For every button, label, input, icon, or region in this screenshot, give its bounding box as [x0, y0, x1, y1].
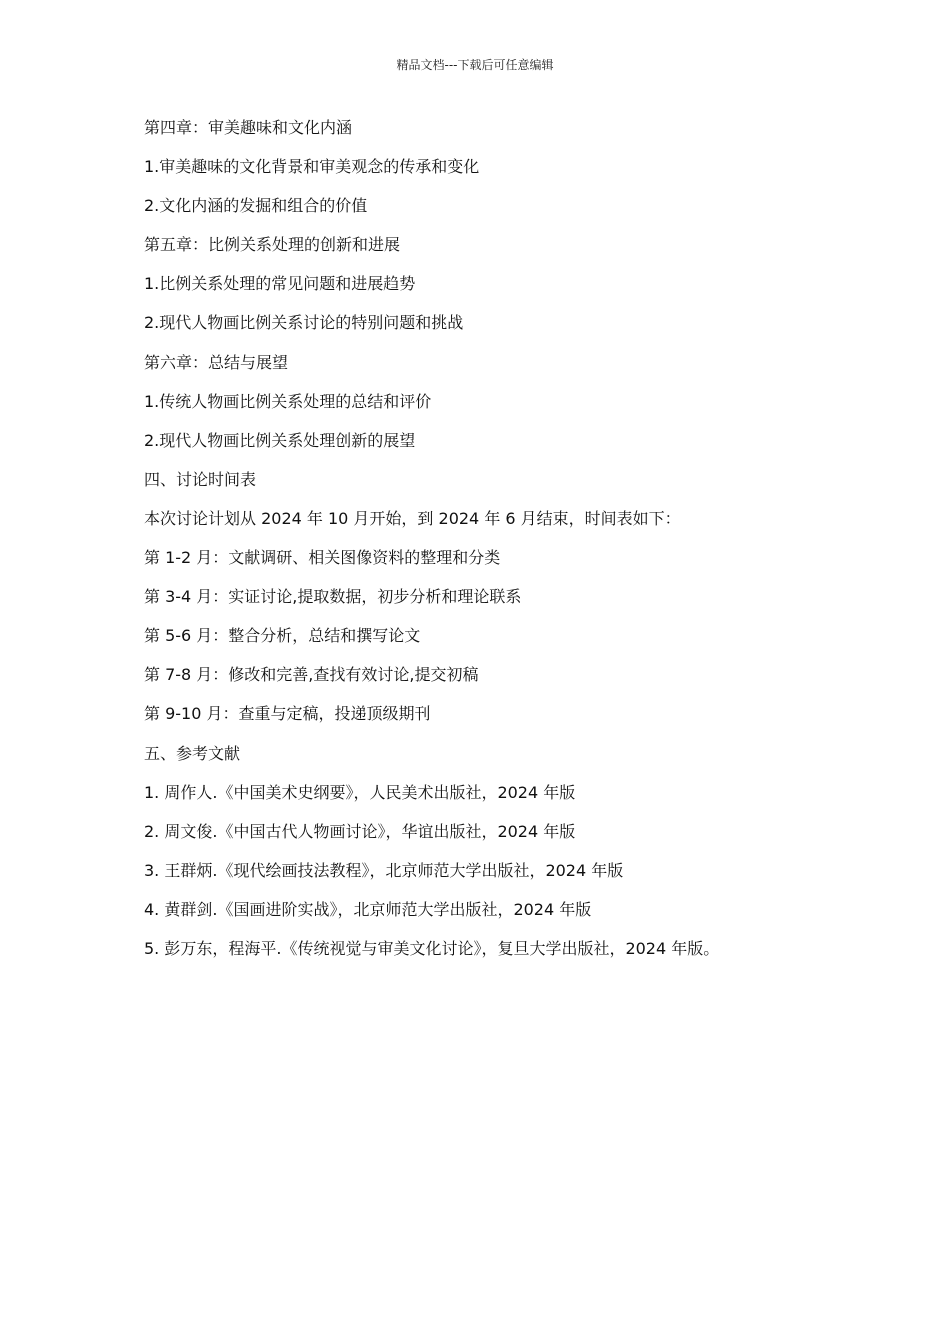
chapter-5-item-2: 2.现代人物画比例关系讨论的特别问题和挑战: [144, 313, 464, 333]
schedule-intro: 本次讨论计划从 2024 年 10 月开始，到 2024 年 6 月结束，时间表如下：: [144, 508, 681, 528]
reference-item-3: 3. 王群炳.《现代绘画技法教程》，北京师范大学出版社，2024 年版: [144, 860, 624, 880]
reference-item-4: 4. 黄群剑.《国画进阶实战》，北京师范大学出版社，2024 年版: [144, 899, 592, 919]
schedule-item-2: 第 3-4 月：实证讨论,提取数据，初步分析和理论联系: [144, 587, 522, 607]
chapter-4-heading: 第四章：审美趣味和文化内涵: [144, 118, 353, 137]
schedule-heading: 四、讨论时间表: [144, 469, 257, 489]
chapter-4-item-1: 1.审美趣味的文化背景和审美观念的传承和变化: [144, 157, 480, 177]
page-header: 精品文档---下载后可任意编辑: [396, 58, 554, 72]
chapter-4-item-2: 2.文化内涵的发掘和组合的价值: [144, 196, 368, 216]
references-heading: 五、参考文献: [144, 743, 241, 763]
reference-item-1: 1. 周作人.《中国美术史纲要》，人民美术出版社，2024 年版: [144, 782, 576, 802]
document-body: [144, 116, 844, 976]
chapter-6-item-2: 2.现代人物画比例关系处理创新的展望: [144, 430, 416, 450]
chapter-5-item-1: 1.比例关系处理的常见问题和进展趋势: [144, 274, 416, 294]
reference-item-2: 2. 周文俊.《中国古代人物画讨论》，华谊出版社，2024 年版: [144, 821, 576, 841]
schedule-item-4: 第 7-8 月：修改和完善,查找有效讨论,提交初稿: [144, 665, 479, 685]
chapter-6-heading: 第六章：总结与展望: [144, 352, 289, 372]
schedule-item-1: 第 1-2 月：文献调研、相关图像资料的整理和分类: [144, 548, 501, 568]
schedule-item-3: 第 5-6 月：整合分析，总结和撰写论文: [144, 626, 421, 646]
reference-item-5: 5. 彭万东，程海平.《传统视觉与审美文化讨论》，复旦大学出版社，2024 年版。: [144, 938, 720, 958]
chapter-5-heading: 第五章：比例关系处理的创新和进展: [144, 235, 401, 255]
chapter-6-item-1: 1.传统人物画比例关系处理的总结和评价: [144, 391, 432, 411]
schedule-item-5: 第 9-10 月：查重与定稿，投递顶级期刊: [144, 704, 431, 724]
